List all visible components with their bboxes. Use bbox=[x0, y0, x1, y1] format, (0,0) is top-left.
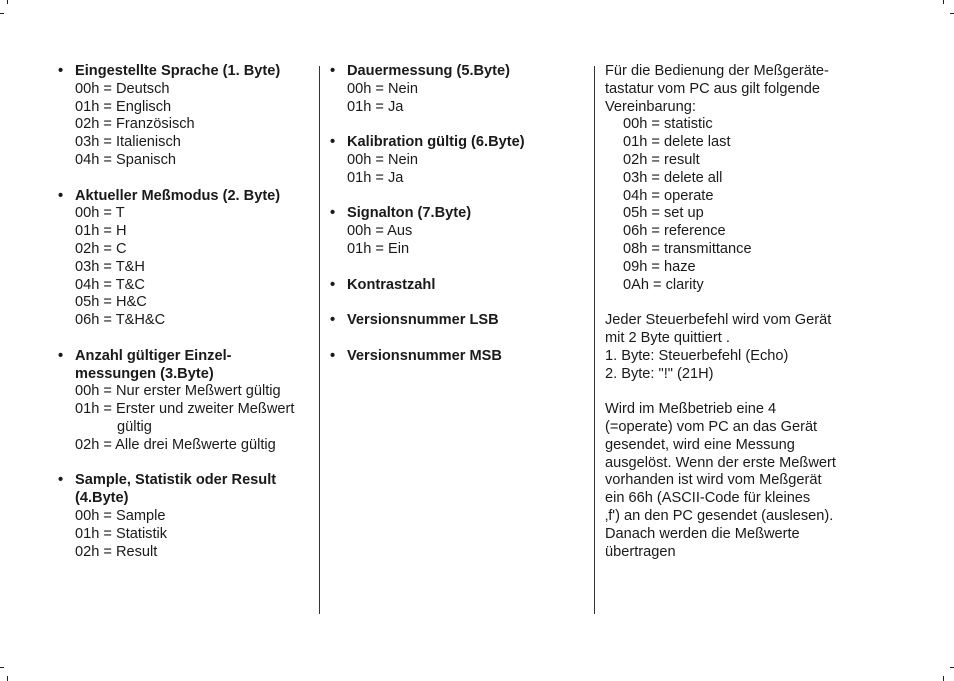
list-item: 02h = result bbox=[623, 151, 700, 168]
list-item: 06h = T&H&C bbox=[75, 312, 166, 329]
text-line: gesendet, wird eine Messung bbox=[605, 436, 795, 453]
section-valid-measurements bbox=[58, 348, 308, 455]
text-line: ein 66h (ASCII-Code für kleines bbox=[605, 490, 811, 507]
section-version-lsb bbox=[330, 312, 580, 330]
list-item: 00h = Nein bbox=[347, 80, 418, 97]
list-item: 01h = H bbox=[75, 223, 127, 240]
list-item: 02h = Alle drei Meßwerte gültig bbox=[75, 436, 276, 453]
bullet: • bbox=[330, 134, 336, 151]
section-calibration bbox=[330, 134, 580, 187]
list-item: 08h = transmittance bbox=[623, 240, 752, 257]
list-item: 00h = T bbox=[75, 205, 125, 222]
list-item: 01h = Erster und zweiter Meßwert gültig bbox=[75, 401, 295, 435]
bullet: • bbox=[58, 187, 64, 204]
list-item: 04h = operate bbox=[623, 187, 714, 204]
list-item: 04h = T&C bbox=[75, 276, 145, 293]
command-code-list bbox=[605, 116, 850, 294]
list-item: 04h = Spanisch bbox=[75, 151, 177, 168]
column-2 bbox=[330, 63, 580, 383]
crop-mark-top-right bbox=[943, 0, 944, 4]
list-item: 00h = Aus bbox=[347, 223, 413, 240]
list-item: 0Ah = clarity bbox=[623, 276, 704, 293]
text-line: vorhanden ist wird vom Meßgerät bbox=[605, 472, 822, 489]
list-item: 05h = set up bbox=[623, 205, 704, 222]
acknowledge-paragraph bbox=[605, 312, 850, 383]
list-item: 00h = statistic bbox=[623, 116, 713, 133]
list-item: 03h = delete all bbox=[623, 169, 723, 186]
bullet: • bbox=[330, 312, 336, 329]
bullet: • bbox=[330, 347, 336, 364]
text-line: (=operate) vom PC an das Gerät bbox=[605, 418, 818, 435]
list-item: 09h = haze bbox=[623, 258, 696, 275]
text-line: 2. Byte: "!" (21H) bbox=[605, 365, 714, 382]
text-line: Jeder Steuerbefehl wird vom Gerät bbox=[605, 312, 832, 329]
column-3 bbox=[605, 63, 850, 561]
bullet: • bbox=[58, 347, 64, 364]
text-line: übertragen bbox=[605, 543, 676, 560]
list-item: 00h = Nein bbox=[347, 151, 418, 168]
list-item: 00h = Sample bbox=[75, 507, 166, 524]
section-continuous bbox=[330, 63, 580, 116]
column-1 bbox=[58, 63, 308, 579]
column-divider-1 bbox=[319, 66, 320, 614]
section-title: Kontrastzahl bbox=[347, 276, 436, 293]
text-line: mit 2 Byte quittiert . bbox=[605, 329, 730, 346]
crop-mark-bottom-right-h bbox=[950, 667, 954, 668]
list-item: 01h = Englisch bbox=[75, 98, 172, 115]
list-item: 01h = Statistik bbox=[75, 525, 168, 542]
crop-mark-bottom-left-h bbox=[0, 667, 4, 668]
section-version-msb bbox=[330, 348, 580, 366]
section-title: Dauermessung (5.Byte) bbox=[347, 63, 511, 79]
crop-mark-top-right-h bbox=[950, 13, 954, 14]
bullet: • bbox=[58, 472, 64, 489]
list-item: 01h = Ja bbox=[347, 98, 404, 115]
list-item: 01h = Ein bbox=[347, 240, 410, 257]
section-title: Versionsnummer LSB bbox=[347, 312, 499, 329]
crop-mark-top-left-h bbox=[0, 13, 4, 14]
section-title: Eingestellte Sprache (1. Byte) bbox=[75, 63, 281, 79]
section-signal bbox=[330, 205, 580, 258]
crop-mark-bottom-right bbox=[943, 676, 944, 681]
list-item: 05h = H&C bbox=[75, 294, 147, 311]
list-item: 02h = Französisch bbox=[75, 116, 195, 133]
section-contrast bbox=[330, 277, 580, 295]
section-title: Kalibration gültig (6.Byte) bbox=[347, 134, 525, 151]
bullet: • bbox=[330, 63, 336, 79]
list-item: 02h = Result bbox=[75, 543, 158, 560]
column-divider-2 bbox=[594, 66, 595, 614]
list-item: 02h = C bbox=[75, 240, 127, 257]
list-item: 00h = Nur erster Meßwert gültig bbox=[75, 383, 281, 400]
section-title: Signalton (7.Byte) bbox=[347, 205, 472, 222]
list-item: 03h = Italienisch bbox=[75, 134, 181, 151]
section-title-line: messungen (3.Byte) bbox=[75, 365, 214, 382]
section-title: Versionsnummer MSB bbox=[347, 347, 502, 364]
crop-mark-top-left bbox=[7, 0, 8, 4]
bullet: • bbox=[330, 276, 336, 293]
list-item: 00h = Deutsch bbox=[75, 80, 170, 97]
crop-mark-bottom-left bbox=[7, 676, 8, 681]
intro-paragraph bbox=[605, 63, 850, 116]
list-item: 01h = Ja bbox=[347, 169, 404, 186]
section-title-line: (4.Byte) bbox=[75, 490, 129, 507]
section-title: Aktueller Meßmodus (2. Byte) bbox=[75, 187, 281, 204]
list-item: 01h = delete last bbox=[623, 134, 731, 151]
text-line: Für die Bedienung der Meßgeräte- bbox=[605, 63, 829, 79]
text-line: Vereinbarung: bbox=[605, 98, 696, 115]
text-line: 1. Byte: Steuerbefehl (Echo) bbox=[605, 347, 789, 364]
bullet: • bbox=[330, 205, 336, 222]
section-language bbox=[58, 63, 308, 170]
text-line: ausgelöst. Wenn der erste Meßwert bbox=[605, 454, 836, 471]
list-item: 06h = reference bbox=[623, 223, 726, 240]
section-sample-statistic bbox=[58, 472, 308, 561]
text-line: Wird im Meßbetrieb eine 4 bbox=[605, 401, 777, 418]
text-line: tastatur vom PC aus gilt folgende bbox=[605, 80, 820, 97]
section-title-line: Sample, Statistik oder Result bbox=[75, 472, 277, 489]
section-measure-mode bbox=[58, 188, 308, 330]
text-line: Danach werden die Meßwerte bbox=[605, 525, 800, 542]
bullet: • bbox=[58, 63, 64, 79]
operate-paragraph bbox=[605, 401, 850, 561]
text-line: ‚f') an den PC gesendet (auslesen). bbox=[605, 507, 834, 524]
section-title-line: Anzahl gültiger Einzel- bbox=[75, 347, 232, 364]
list-item: 03h = T&H bbox=[75, 258, 145, 275]
